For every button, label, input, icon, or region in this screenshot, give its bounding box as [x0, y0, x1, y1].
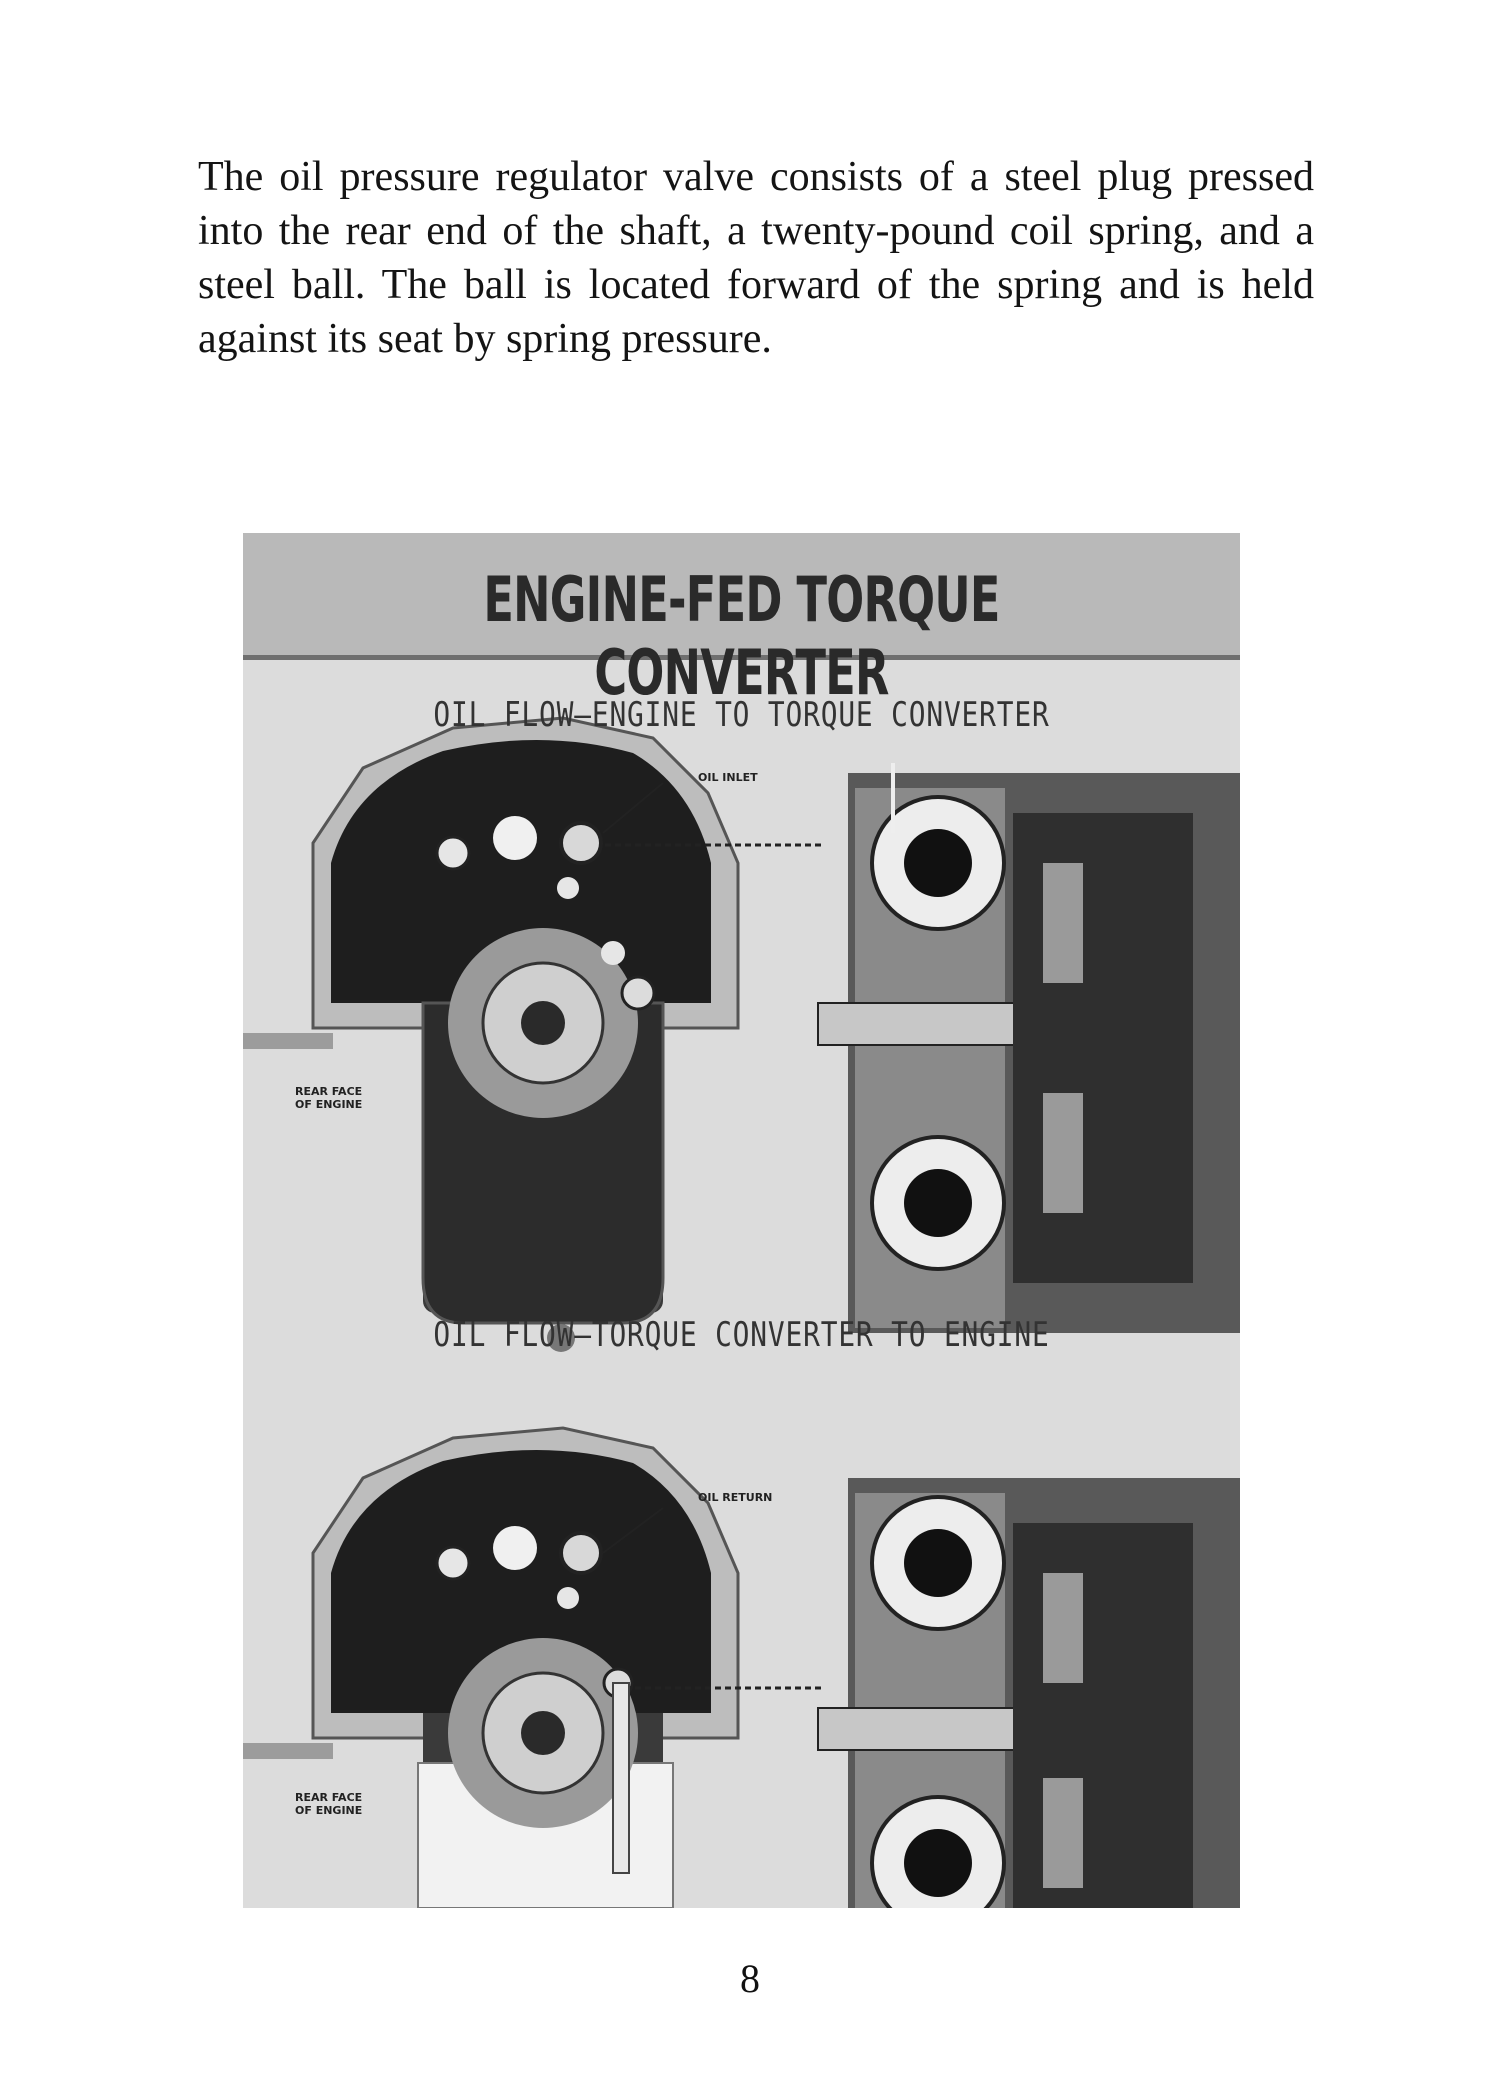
bottom-rear-face-callout	[295, 1791, 362, 1817]
figure-plate	[243, 533, 1240, 1908]
top-diagram-heading: OIL FLOW—ENGINE TO TORQUE CONVERTER	[433, 695, 1050, 735]
oil-return-callout: OIL RETURN	[698, 1491, 773, 1504]
bottom-rear-face-line-2: OF ENGINE	[295, 1804, 363, 1817]
bottom-rear-face-line-1: REAR FACE	[295, 1791, 363, 1804]
oil-inlet-callout: OIL INLET	[698, 771, 758, 784]
top-rear-face-line-2: OF ENGINE	[295, 1098, 363, 1111]
top-rear-face-callout	[295, 1085, 362, 1111]
body-paragraph: The oil pressure regulator valve consists of a steel plug pressed into the rear end of the shaft, a twenty-pound coil spring, and a steel ball. The ball is located forward of the spring and is held against its seat by spring pressure.	[198, 154, 1314, 362]
bottom-converter-section	[818, 1478, 1240, 1908]
figure-title: ENGINE-FED TORQUE CONVERTER	[483, 563, 1000, 709]
bottom-diagram-heading: OIL FLOW—TORQUE CONVERTER TO ENGINE	[433, 1315, 1050, 1355]
figure-artwork	[243, 533, 1240, 1908]
top-rear-face-line-1: REAR FACE	[295, 1085, 363, 1098]
top-converter-section	[818, 763, 1240, 1333]
page-number: 8	[740, 1956, 760, 2001]
